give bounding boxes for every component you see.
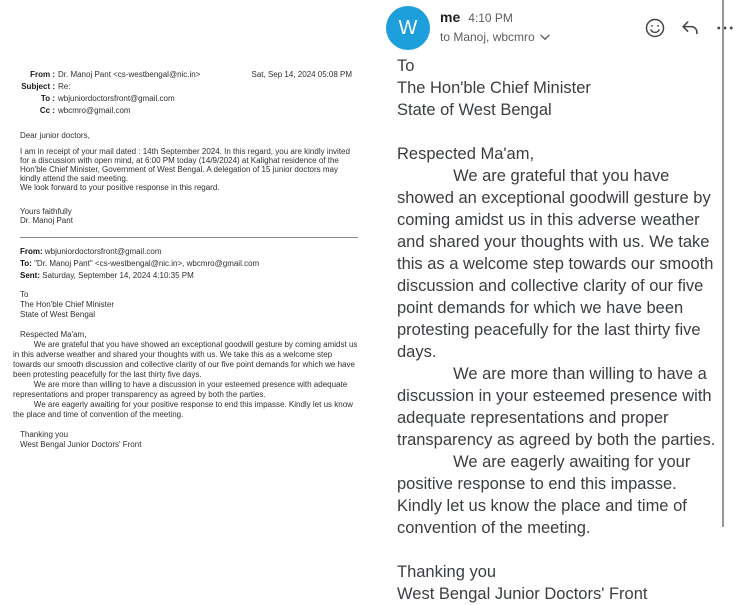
cc-value: wbcmro@gmail.com xyxy=(58,106,131,115)
avatar[interactable]: W xyxy=(386,6,430,50)
quoted-addressee xyxy=(20,290,358,320)
paragraph-text: I am in receipt of your mail dated : 14th September 2024. In this regard, you are kindly invited for a discussion with open mind, at 6:00 PM today (14/9/2024) at Kalighat residence of the Hon'ble Chief Minister, Government of West Bengal. A delegation of 15 junior doctors may kindly attend the said meeting. xyxy=(20,147,350,183)
cc-label: Cc : xyxy=(39,106,55,115)
recipients-toggle[interactable] xyxy=(440,30,550,44)
quoted-to-label: To: xyxy=(20,259,32,268)
paragraph xyxy=(20,147,356,192)
reply-icon[interactable] xyxy=(678,16,702,40)
window-edge-divider xyxy=(722,0,724,527)
salutation: Respected Ma'am, xyxy=(397,145,535,163)
quoted-from-value: wbjuniordoctorsfront@gmail.com xyxy=(44,247,162,256)
message-body xyxy=(397,55,721,605)
chevron-down-icon[interactable] xyxy=(540,30,550,44)
closing xyxy=(20,207,356,225)
quoted-email-header xyxy=(20,246,358,282)
quoted-sent-value: Saturday, September 14, 2024 4:10:35 PM xyxy=(42,271,194,280)
quoted-from-line xyxy=(20,246,358,258)
message-time: 4:10 PM xyxy=(468,11,513,25)
from-label: From : xyxy=(30,70,55,79)
quoted-sent-label: Sent: xyxy=(20,271,40,280)
subject-label: Subject : xyxy=(21,82,55,91)
email-body xyxy=(20,131,356,225)
printed-email-panel xyxy=(13,69,358,450)
recipients-text: to Manoj, wbcmro xyxy=(440,30,535,44)
paragraph-text: We look forward to your positive response in this regard. xyxy=(20,183,220,192)
quoted-paragraph: We are grateful that you have showed an exceptional goodwill gesture by coming amidst us in this adverse weather and shared your thoughts with us. We take this as a welcome step towards our smooth discussion and collective clarity of our five point demands for which we have been protesting peacefully for the last thirty five days. xyxy=(13,340,358,379)
to-value: wbjuniordoctorsfront@gmail.com xyxy=(58,94,175,103)
quoted-to-line xyxy=(20,258,358,270)
message-header xyxy=(440,9,550,44)
addressee-line: The Hon'ble Chief Minister xyxy=(397,79,591,97)
sender-name: me xyxy=(440,9,461,25)
addressee-line: The Hon'ble Chief Minister xyxy=(20,300,115,309)
paragraph: We are eagerly awaiting for your positive response to end this impasse. Kindly let us know the place and time of convention of the meeting. xyxy=(397,453,691,537)
email-date: Sat, Sep 14, 2024 05:08 PM xyxy=(251,70,352,79)
quoted-to-value: "Dr. Manoj Pant" <cs-westbengal@nic.in>, wbcmro@gmail.com xyxy=(34,259,260,268)
from-value: Dr. Manoj Pant <cs-westbengal@nic.in> xyxy=(58,70,201,79)
addressee-line: State of West Bengal xyxy=(397,101,552,119)
quoted-paragraph: We are eagerly awaiting for your positive response to end this impasse. Kindly let us know the place and time of convention of the meeting. xyxy=(13,400,353,419)
quoted-sent-line xyxy=(20,270,358,282)
subject-value: Re: xyxy=(58,82,71,91)
addressee-line: To xyxy=(20,290,29,299)
quoted-email-divider xyxy=(20,237,358,238)
sender-row xyxy=(440,9,550,25)
addressee-line: State of West Bengal xyxy=(20,310,96,319)
quoted-from-label: From: xyxy=(20,247,43,256)
addressee-line: To xyxy=(397,57,415,75)
closing-line: Thanking you xyxy=(397,563,497,581)
closing-line: Yours faithfully xyxy=(20,207,72,216)
paragraph: We are grateful that you have showed an exceptional goodwill gesture by coming amidst us in this adverse weather and shared your thoughts with us. We take this as a welcome step towards our smooth discussion and collective clarity of our five point demands for which we have been protesting peacefully for the last thirty five days. xyxy=(397,167,714,361)
closing-line: Dr. Manoj Pant xyxy=(20,216,73,225)
closing-line: West Bengal Junior Doctors' Front xyxy=(397,585,648,603)
closing-line: West Bengal Junior Doctors' Front xyxy=(20,440,142,449)
closing-line: Thanking you xyxy=(20,430,69,439)
quoted-closing xyxy=(20,430,358,450)
paragraph: We are more than willing to have a discussion in your esteemed presence with adequate representations and proper transparency as agreed by both the parties. xyxy=(397,365,716,449)
add-reaction-icon[interactable] xyxy=(643,16,667,40)
to-label: To : xyxy=(40,94,55,103)
quoted-salutation: Respected Ma'am, xyxy=(20,330,87,339)
email-header xyxy=(13,69,358,117)
salutation: Dear junior doctors, xyxy=(20,131,90,140)
quoted-paragraph: We are more than willing to have a discussion in your esteemed presence with adequate representations and proper transparency as agreed by both the parties. xyxy=(13,380,348,399)
more-options-icon[interactable] xyxy=(713,16,737,40)
